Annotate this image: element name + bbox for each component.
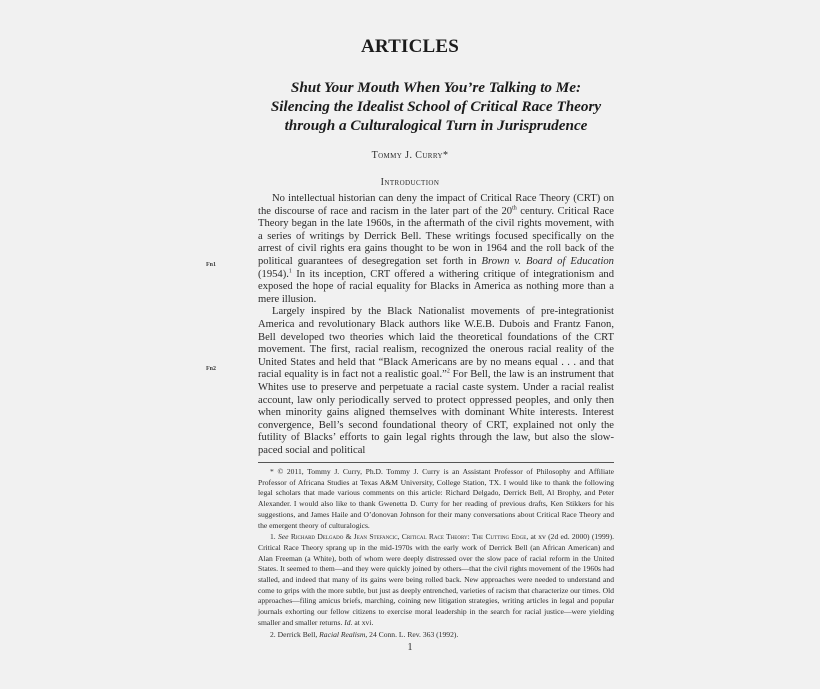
footnote-2 [258, 630, 614, 641]
footnotes [258, 467, 614, 641]
footnote-ref: 1 [288, 268, 292, 275]
text-run: No intellectual historian can deny the impact of Critical Race Theory (CRT) on the discourse of race and racism in the later part of the 20 [258, 193, 614, 217]
text-run: Largely inspired by the Black Nationalist movements of pre-integrationist America and revolutionary Black authors like W.E.B. Dubois and Frantz Fanon, Bell developed two theories which laid the theoretical foundations of the CRT movement. The first, racial realism, recognized the onerous racial reality of the United States and held that “Black Americans are by no means equal . . . and that racial equality is in fact not a realistic goal.” [258, 306, 614, 381]
title-line: Silencing the Idealist School of Critical Race Theory [270, 98, 602, 115]
author-byline: Tommy J. Curry* [371, 150, 449, 161]
title-line: through a Culturalogical Turn in Jurisprudence [284, 117, 588, 134]
paragraph [258, 193, 614, 306]
text-run: , at xv (2d ed. 2000) (1999). Critical Race Theory sprang up in the mid-1970s with the early work of Derrick Bell (an African American) and Alan Freeman (a White), both of whom were deeply distressed over the slow pace of racial reform in the United States. It seemed to them—and they were quickly joined by others—that the civil rights movement of the 1960s had stalled, and indeed that many of its gains were being rolled back. New approaches were needed to understand and come to grips with the more subtle, but just as deeply entrenched, varieties of racism that characterize our times. Old approaches—filing amicus briefs, marching, coining new litigation strategies, writing articles in legal and popular journals exhorting our fellow citizens to exercise moral leadership in the search for racial justice—were yielding smaller and smaller returns. [258, 532, 614, 627]
page-number: 1 [407, 642, 413, 653]
signal: Id. [344, 617, 353, 627]
case-name: Brown v. Board of Education [481, 255, 614, 267]
text-run: For Bell, the law is an instrument that Whites use to preserve and perpetuate a racial caste system. Under a racial realist account, law only periodically served to protect oppressed peoples, and only then when minority gains aligned themselves with dominant White interests. Interest convergence, Bell’s second foundational theory of CRT, explained not only the futility of Blacks’ efforts to gain legal rights through the law, but also the slow-paced social and political [258, 369, 614, 456]
text-run: at xvi. [352, 617, 374, 627]
footnote-marker-fn1: Fn1 [206, 262, 217, 268]
footnote-number: 1. [270, 532, 276, 542]
title-line: Shut Your Mouth When You’re Talking to Me: [290, 79, 582, 96]
text-run: , 24 Conn. L. Rev. 363 (1992). [365, 629, 459, 639]
superscript: th [512, 205, 517, 212]
text-run: In its inception, CRT offered a withering critique of integrationism and exposed the hope of racial equality for Blacks in America as nothing more than a mere illusion. [258, 268, 614, 305]
text-run: century. Critical Race Theory began in the late 1960s, in the aftermath of the civil rights movement, with a series of writings by Derrick Bell. These writings focused specifically on the arrest of civil rights era gains thought to be won in 1964 and the roll back of the political guarantees of desegregation set forth in [258, 205, 614, 267]
section-heading: ARTICLES [360, 36, 460, 57]
text-run: (1954). [258, 268, 289, 280]
footnote-1 [258, 532, 614, 628]
footnote-star: * © 2011, Tommy J. Curry, Ph.D. Tommy J. Curry is an Assistant Professor of Philosophy and Affiliate Professor of Africana Studies at Texas A&M University, College Station, TX. I would like to thank the following legal scholars that made various comments on this article: Richard Delgado, Derrick Bell, Al Brophy, and Peter Alexander. I would also like to thank Gwenetta D. Curry for her reading of previous drafts, Ken Stikkers for his suggestions, and James Haile and O’donovan Johnson for their many conversations about Critical Race Theory and the emergent theory of culturalogics. [258, 467, 614, 530]
cited-authors: Richard Delgado & Jean Stefancic, Critical Race Theory: The Cutting Edge [290, 532, 527, 542]
paragraph [258, 306, 614, 457]
cited-title: Racial Realism [319, 629, 366, 639]
signal: See [277, 532, 289, 542]
article-title [230, 78, 642, 135]
introduction-heading: Introduction [380, 177, 440, 188]
footnote-ref: 2 [446, 368, 450, 375]
footnote-divider [258, 462, 614, 463]
footnote-marker-fn2: Fn2 [206, 366, 217, 372]
body-text [258, 193, 614, 457]
text-run: Derrick Bell, [277, 629, 320, 639]
footnote-number: 2. [270, 629, 276, 639]
